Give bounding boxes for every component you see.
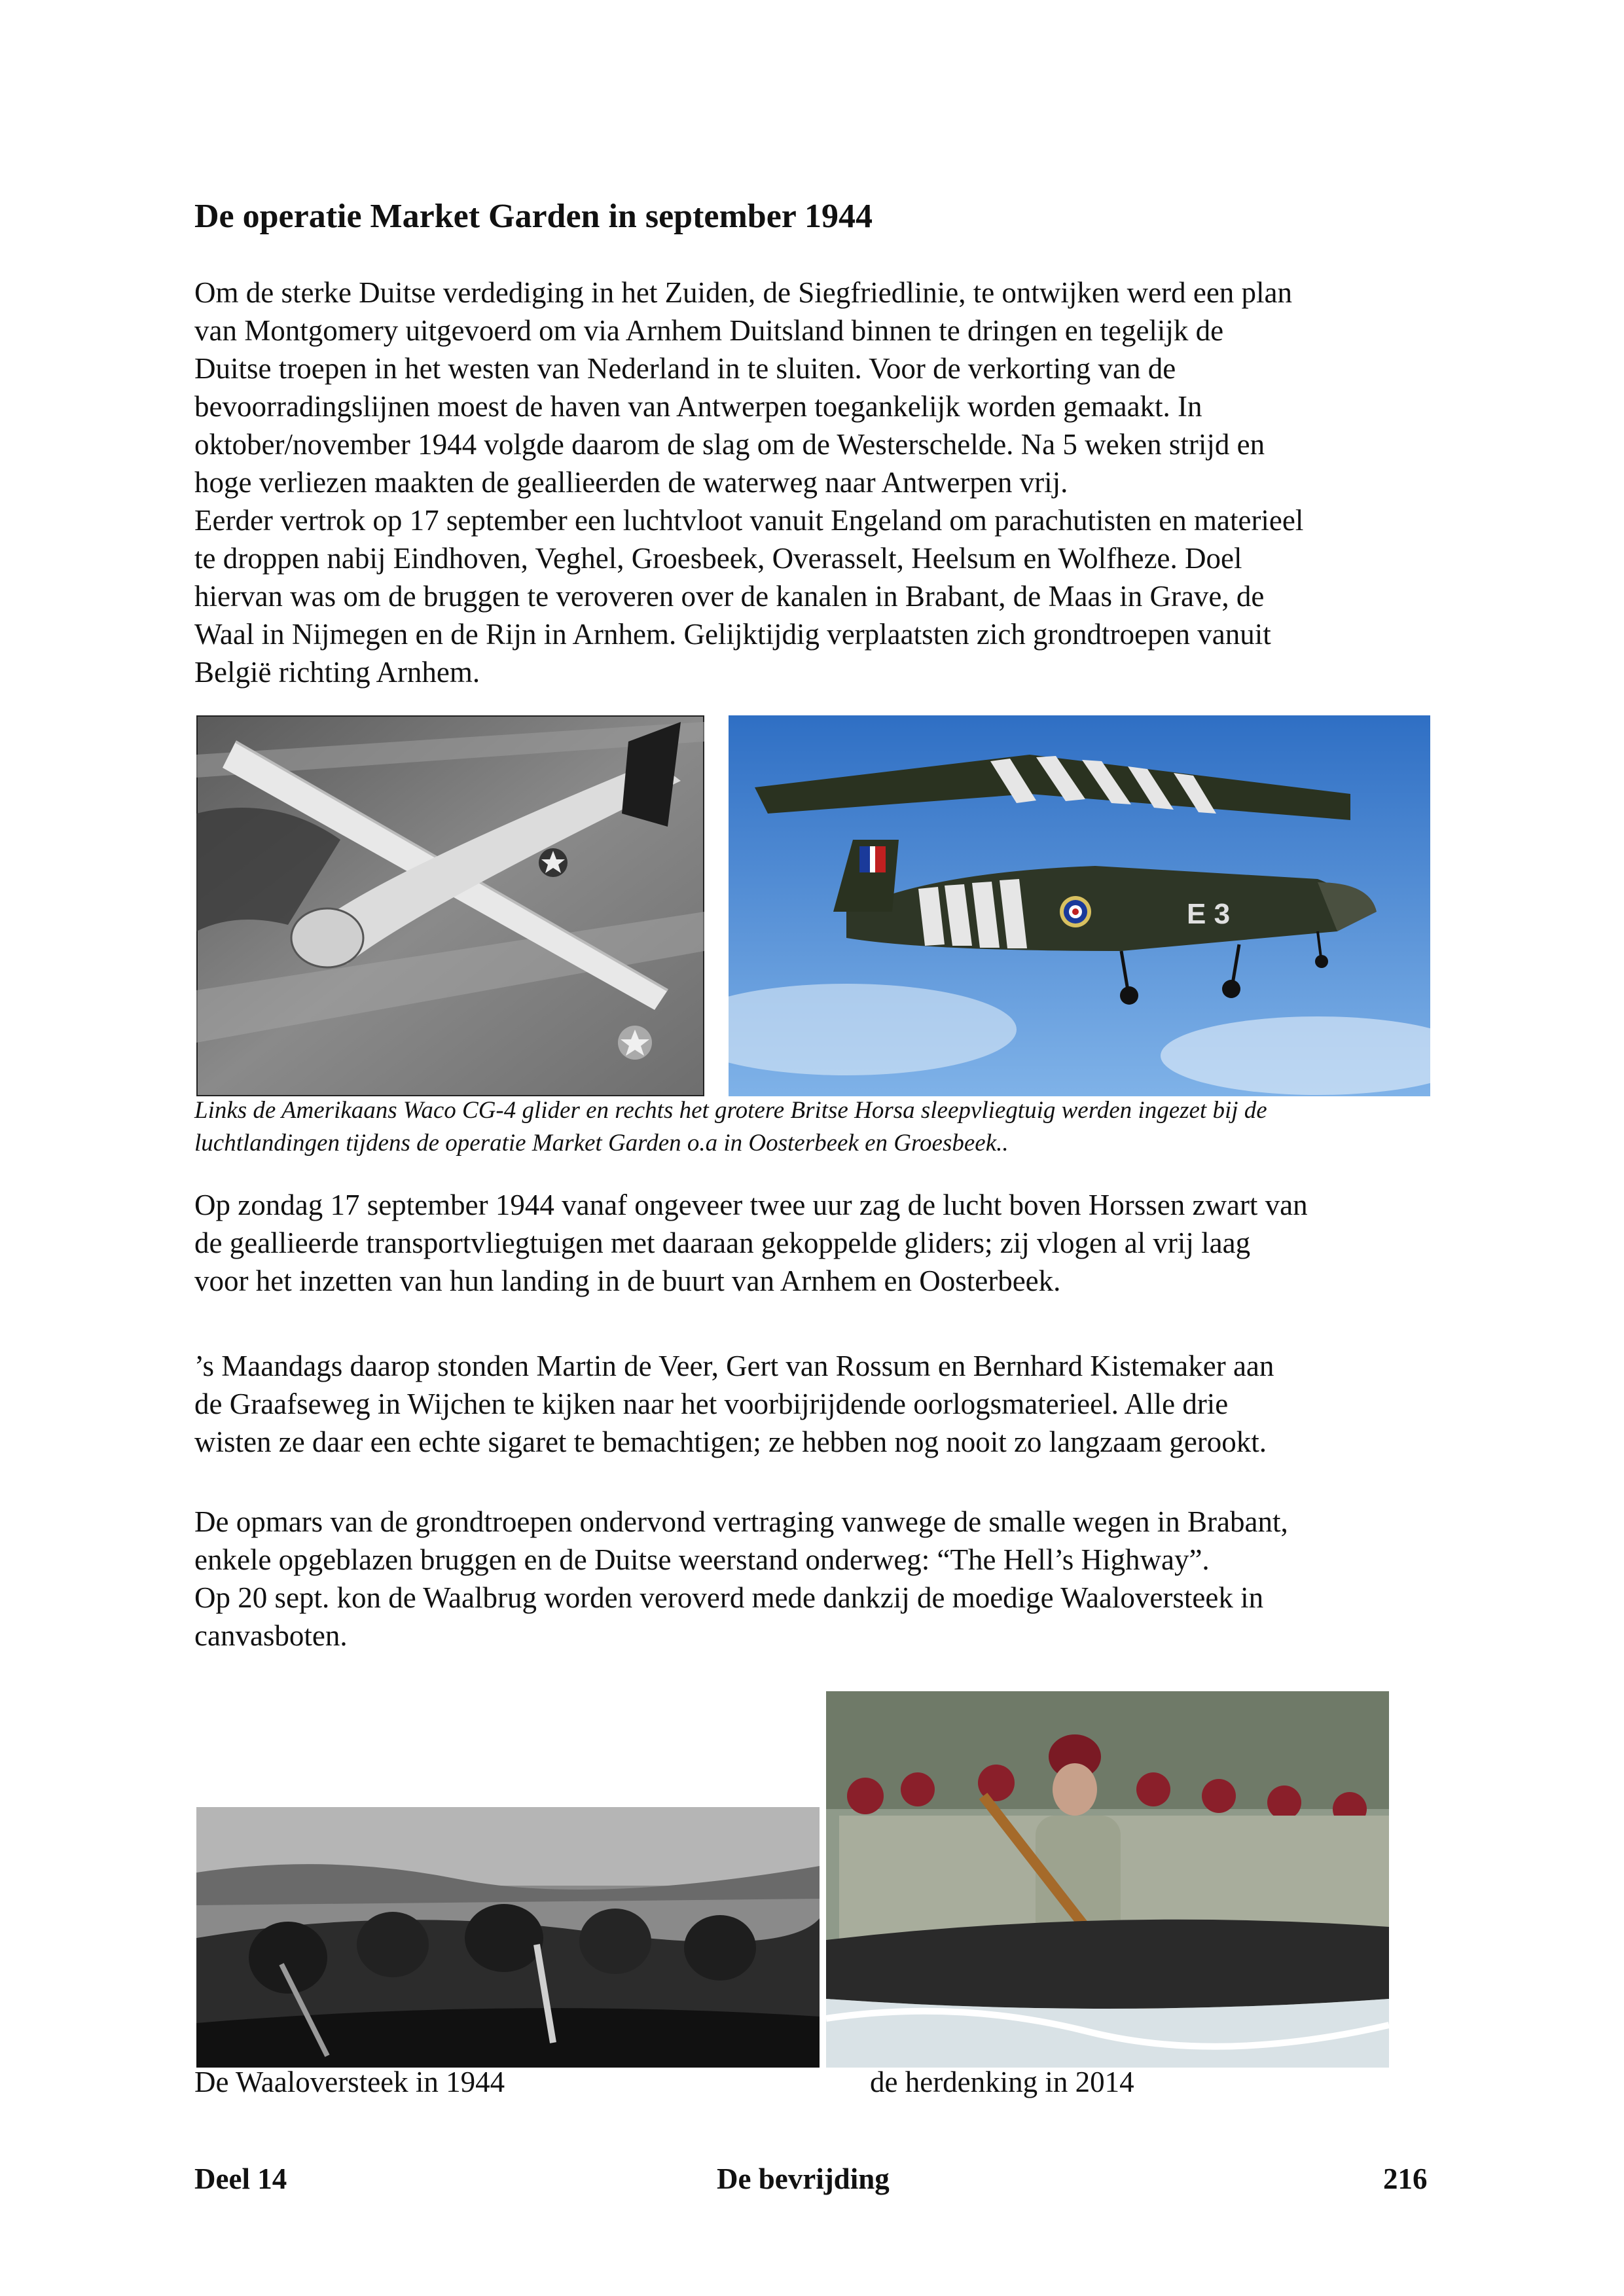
text-line: hiervan was om de bruggen te veroveren over de kanalen in Brabant, de Maas in Grave, de	[194, 580, 1265, 613]
footer-chapter-title: De bevrijding	[717, 2162, 890, 2195]
paragraph-intro	[194, 274, 1438, 691]
text-line: ’s Maandags daarop stonden Martin de Veer, Gert van Rossum en Bernhard Kistemaker aan	[194, 1350, 1274, 1382]
footer-part: Deel 14	[194, 2162, 287, 2195]
text-line: de Graafseweg in Wijchen te kijken naar het voorbijrijdende oorlogsmaterieel. Alle drie	[194, 1388, 1229, 1420]
caption-waal-crossing-1944: De Waaloversteek in 1944	[194, 2066, 505, 2098]
text-line: Op 20 sept. kon de Waalbrug worden veroverd mede dankzij de moedige Waaloversteek in	[194, 1581, 1264, 1614]
text-line: canvasboten.	[194, 1619, 348, 1652]
text-line: enkele opgeblazen bruggen en de Duitse weerstand onderweg: “The Hell’s Highway”.	[194, 1543, 1210, 1576]
text-line: wisten ze daar een echte sigaret te bemachtigen; ze hebben nog nooit zo langzaam gerookt.	[194, 1426, 1267, 1458]
waco-glider-photo	[196, 715, 704, 1096]
commemoration-2014-image	[826, 1691, 1389, 2068]
text-line: Waal in Nijmegen en de Rijn in Arnhem. Gelijktijdig verplaatsten zich grondtroepen vanuit	[194, 618, 1271, 651]
caption-commemoration-2014: de herdenking in 2014	[870, 2066, 1134, 2098]
text-line: Duitse troepen in het westen van Nederland in te sluiten. Voor de verkorting van de	[194, 352, 1176, 385]
commemoration-2014-photo	[826, 1691, 1389, 2068]
text-line: Op zondag 17 september 1944 vanaf ongeveer twee uur zag de lucht boven Horssen zwart van	[194, 1189, 1308, 1221]
text-line: de geallieerde transportvliegtuigen met daaraan gekoppelde gliders; zij vlogen al vrij laag	[194, 1227, 1251, 1259]
text-line: voor het inzetten van hun landing in de buurt van Arnhem en Oosterbeek.	[194, 1265, 1061, 1297]
text-line: oktober/november 1944 volgde daarom de slag om de Westerschelde. Na 5 weken strijd en	[194, 428, 1265, 461]
waco-glider-image	[196, 715, 704, 1096]
paragraph-horssen	[194, 1186, 1438, 1300]
text-line: Om de sterke Duitse verdediging in het Zuiden, de Siegfriedlinie, te ontwijken werd een plan	[194, 276, 1293, 309]
paragraph-opmars	[194, 1503, 1438, 1655]
text-line: hoge verliezen maakten de geallieerden de waterweg naar Antwerpen vrij.	[194, 466, 1068, 499]
text-line: De opmars van de grondtroepen ondervond vertraging vanwege de smalle wegen in Brabant,	[194, 1505, 1288, 1538]
text-line: van Montgomery uitgevoerd om via Arnhem Duitsland binnen te dringen en tegelijk de	[194, 314, 1224, 347]
waal-crossing-1944-photo	[196, 1807, 820, 2068]
caption-line: luchtlandingen tijdens de operatie Market Garden o.a in Oosterbeek en Groesbeek..	[194, 1130, 1009, 1157]
waal-crossing-1944-image	[196, 1807, 820, 2068]
horsa-code-label: E 3	[1187, 898, 1231, 930]
top-photos-caption	[194, 1094, 1438, 1160]
paragraph-wijchen	[194, 1347, 1438, 1461]
page-title: De operatie Market Garden in september 1944	[194, 198, 873, 235]
footer-page-number: 216	[1383, 2162, 1428, 2195]
horsa-glider-image	[729, 715, 1430, 1096]
text-line: Eerder vertrok op 17 september een luchtvloot vanuit Engeland om parachutisten en materieel	[194, 504, 1304, 537]
text-line: bevoorradingslijnen moest de haven van Antwerpen toegankelijk worden gemaakt. In	[194, 390, 1202, 423]
caption-line: Links de Amerikaans Waco CG-4 glider en rechts het grotere Britse Horsa sleepvliegtuig werden ingezet bij de	[194, 1097, 1267, 1124]
text-line: te droppen nabij Eindhoven, Veghel, Groesbeek, Overasselt, Heelsum en Wolfheze. Doel	[194, 542, 1242, 575]
horsa-glider-photo	[729, 715, 1430, 1096]
text-line: België richting Arnhem.	[194, 656, 480, 689]
